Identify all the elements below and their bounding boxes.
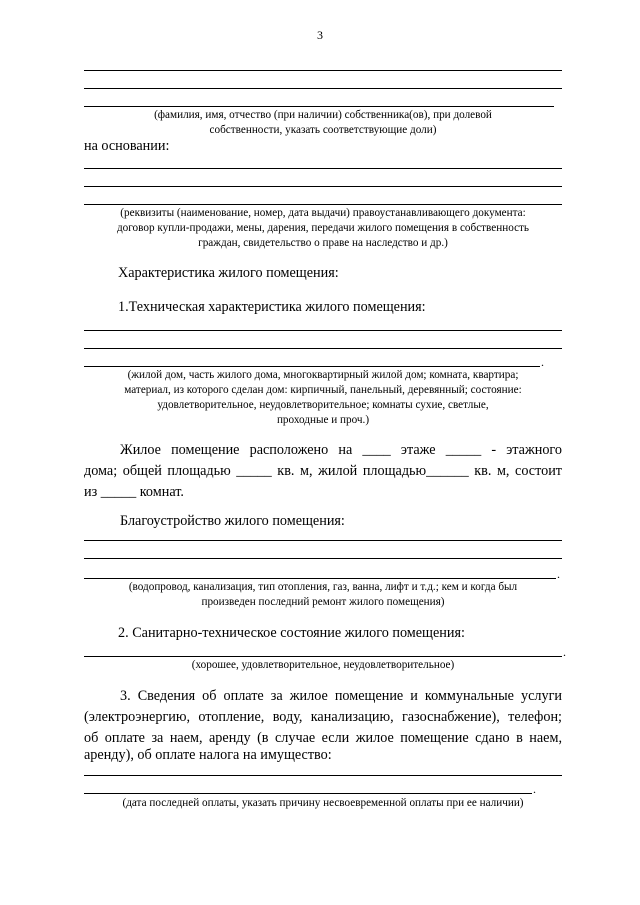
- payment-line-2: (электроэнергию, отопление, воду, канализацию, газоснабжение), телефон;: [84, 709, 562, 725]
- sanitary-heading: 2. Санитарно-техническое состояние жилого помещения:: [118, 625, 465, 641]
- owner-caption-1: (фамилия, имя, отчество (при наличии) собственника(ов), при долевой: [154, 109, 492, 121]
- fill-line[interactable]: [84, 793, 532, 794]
- fill-line[interactable]: [84, 186, 562, 187]
- fill-line[interactable]: [84, 204, 562, 205]
- sanitary-caption: (хорошее, удовлетворительное, неудовлетворительное): [191, 659, 455, 671]
- line-period: .: [533, 782, 536, 796]
- technical-caption-3: удовлетворительное, неудовлетворительное; комнаты сухие, светлые,: [157, 399, 489, 411]
- characteristics-heading: Характеристика жилого помещения:: [118, 265, 339, 281]
- fill-line[interactable]: [84, 578, 556, 579]
- technical-caption-4: проходные и проч.): [276, 414, 370, 426]
- fill-line[interactable]: [84, 88, 562, 89]
- fill-line[interactable]: [84, 540, 562, 541]
- line-period: .: [541, 355, 544, 369]
- line-period: .: [557, 567, 560, 581]
- doc-caption-2: договор купли-продажи, мены, дарения, передачи жилого помещения в собственность: [116, 222, 530, 234]
- doc-caption-3: граждан, свидетельство о праве на наследство и др.): [198, 237, 448, 249]
- basis-label: на основании:: [84, 138, 170, 154]
- fill-line[interactable]: [84, 366, 540, 367]
- amenities-caption-2: произведен последний ремонт жилого помещения): [201, 596, 445, 608]
- payment-line-3: об оплате за наем, аренду (в случае если жилое помещение сдано в наем,: [84, 730, 562, 746]
- payment-line-4: аренду), об оплате налога на имущество:: [84, 747, 332, 763]
- line-period: .: [563, 645, 566, 659]
- owner-caption-2: собственности, указать соответствующие доли): [209, 124, 437, 136]
- technical-heading: 1.Техническая характеристика жилого помещения:: [118, 299, 426, 315]
- location-line-1: Жилое помещение расположено на ____ этаже _____ - этажного: [120, 442, 562, 458]
- amenities-caption-1: (водопровод, канализация, тип отопления, газ, ванна, лифт и т.д.; кем и когда был: [128, 581, 518, 593]
- payment-line-1: 3. Сведения об оплате за жилое помещение и коммунальные услуги: [120, 688, 562, 704]
- fill-line[interactable]: [84, 70, 562, 71]
- fill-line[interactable]: [84, 558, 562, 559]
- technical-caption-2: материал, из которого сделан дом: кирпичный, панельный, деревянный; состояние:: [124, 384, 522, 396]
- doc-caption-1: (реквизиты (наименование, номер, дата выдачи) правоустанавливающего документа:: [120, 207, 526, 219]
- fill-line[interactable]: [84, 168, 562, 169]
- fill-line[interactable]: [84, 656, 562, 657]
- technical-caption-1: (жилой дом, часть жилого дома, многоквартирный жилой дом; комната, квартира;: [127, 369, 519, 381]
- fill-line[interactable]: [84, 348, 562, 349]
- location-line-2: дома; общей площадью _____ кв. м, жилой площадью______ кв. м, состоит: [84, 463, 562, 479]
- location-line-3: из _____ комнат.: [84, 484, 184, 500]
- page-number: 3: [317, 28, 323, 42]
- amenities-heading: Благоустройство жилого помещения:: [120, 513, 345, 529]
- fill-line[interactable]: [84, 106, 554, 107]
- fill-line[interactable]: [84, 330, 562, 331]
- fill-line[interactable]: [84, 775, 562, 776]
- payment-caption: (дата последней оплаты, указать причину несвоевременной оплаты при ее наличии): [122, 797, 524, 809]
